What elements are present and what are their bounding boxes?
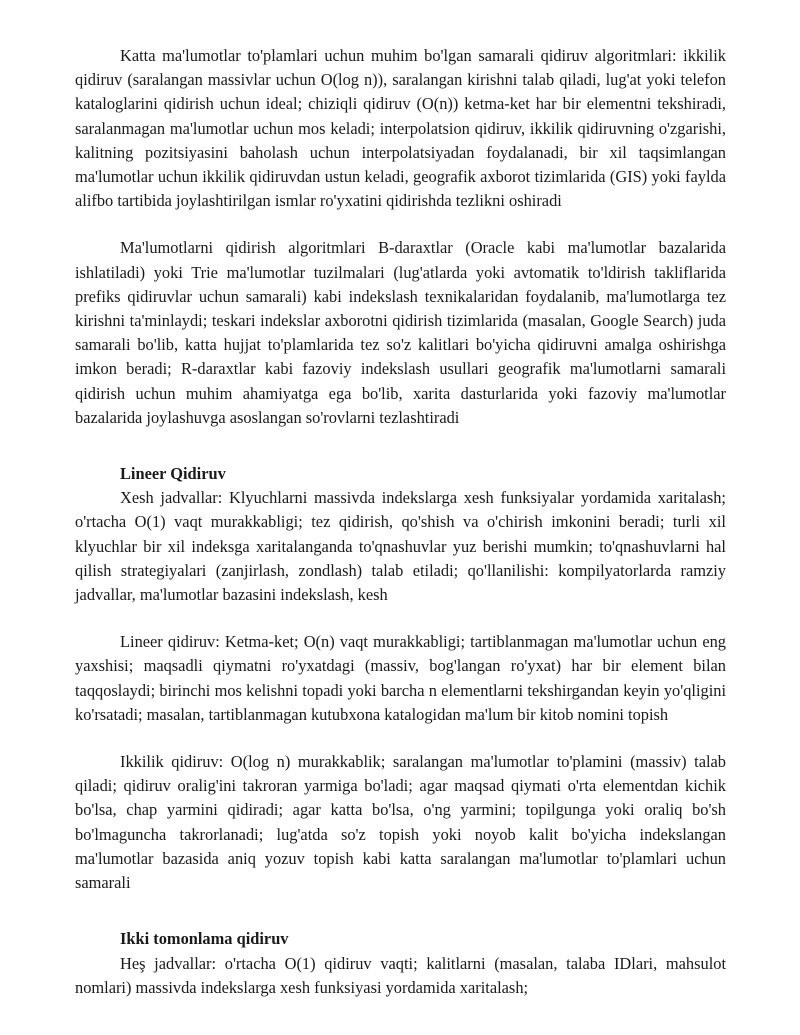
document-page [75, 44, 726, 1000]
heading-ikki-tomonlama-qidiruv: Ikki tomonlama qidiruv [120, 929, 289, 949]
paragraph-binary-search: Ikkilik qidiruv: O(log n) murakkablik; saralangan ma'lumotlar to'plamini (massiv) talab qiladi; qidiruv oralig'ini takroran yarmiga bo'ladi; agar maqsad qiymati o'rta elementdan kichik bo'lsa, chap yarmini qidiradi; agar katta bo'lsa, o'ng yarmini; topilgunga yoki oraliq bo'sh bo'lmaguncha takrorlanadi; lug'atda so'z topish yoki noyob kalit bo'yicha indekslangan ma'lumotlar bazasida aniq yozuv topish kabi katta saralangan ma'lumotlar to'plamlari uchun samarali [75, 752, 726, 893]
heading-lineer-qidiruv: Lineer Qidiruv [120, 464, 226, 484]
paragraph-hash-tables: Xesh jadvallar: Klyuchlarni massivda indekslarga xesh funksiyalar yordamida xaritalash; o'rtacha O(1) vaqt murakkabligi; tez qidirish, qo'shish va o'chirish imkonini beradi; turli xil klyuchlar bir xil indeksga xaritalanganda to'qnashuvlar yuz berishi mumkin; to'qnashuvlarni hal qilish strategiyalari (zanjirlash, zondlash) talab etiladi; qo'llanilishi: kompilyatorlarda ramziy jadvallar, ma'lumotlar bazasini indekslash, kesh [75, 488, 726, 605]
paragraph-search-algorithms: Katta ma'lumotlar to'plamlari uchun muhim bo'lgan samarali qidiruv algoritmlari: ikkilik qidiruv (saralangan massivlar uchun O(log n)), saralangan kirishni talab qiladi, lug'at yoki telefon kataloglarini qidirish uchun ideal; chiziqli qidiruv (O(n)) ketma-ket har bir elementni tekshiradi, saralanmagan ma'lumotlar uchun mos keladi; interpolatsion qidiruv, ikkilik qidiruvning o'zgarishi, kalitning pozitsiyasini baholash uchun interpolatsiyadan foydalanadi, bir xil taqsimlangan ma'lumotlar uchun ikkilik qidiruvdan ustun keladi, geografik axborot tizimlarida (GIS) yoki faylda alifbo tartibida joylashtirilgan ismlar ro'yxatini qidirishda tezlikni oshiradi [75, 46, 726, 211]
paragraph-linear-search: Lineer qidiruv: Ketma-ket; O(n) vaqt murakkabligi; tartiblanmagan ma'lumotlar uchun eng yaxshisi; maqsadli qiymatni ro'yxatdagi (massiv, bog'langan ro'yxat) har bir element bilan taqqoslaydi; birinchi mos kelishni topadi yoki barcha n elementlarni tekshirgandan keyin yo'qligini ko'rsatadi; masalan, tartiblanmagan kutubxona katalogidan ma'lum bir kitob nomini topish [75, 632, 726, 724]
paragraph-hash-tables-2: Heş jadvallar: o'rtacha O(1) qidiruv vaqti; kalitlarni (masalan, talaba IDlari, mahsulot nomlari) massivda indekslarga xesh funksiyasi yordamida xaritalash; [75, 953, 726, 997]
paragraph-data-search-indexing: Ma'lumotlarni qidirish algoritmlari B-daraxtlar (Oracle kabi ma'lumotlar bazalarida ishlatiladi) yoki Trie ma'lumotlar tuzilmalari (lug'atlarda yoki avtomatik to'ldirish takliflarida prefiks qidiruvlar uchun samarali) kabi indekslash texnikalaridan foydalanib, ma'lumotlarga tez kirishni ta'minlaydi; teskari indekslar axborotni qidirish tizimlarida (masalan, Google Search) juda samarali bo'lib, katta hujjat to'plamlarida tez so'z kalitlari bo'yicha qidiruvni amalga oshirishga imkon beradi; R-daraxtlar kabi fazoviy indekslash usullari geografik ma'lumotlarni samarali qidirish uchun muhim ahamiyatga ega bo'lib, xarita dasturlarida yoki fazoviy ma'lumotlar bazalarida joylashuvga asoslangan so'rovlarni tezlashtiradi [75, 238, 726, 427]
